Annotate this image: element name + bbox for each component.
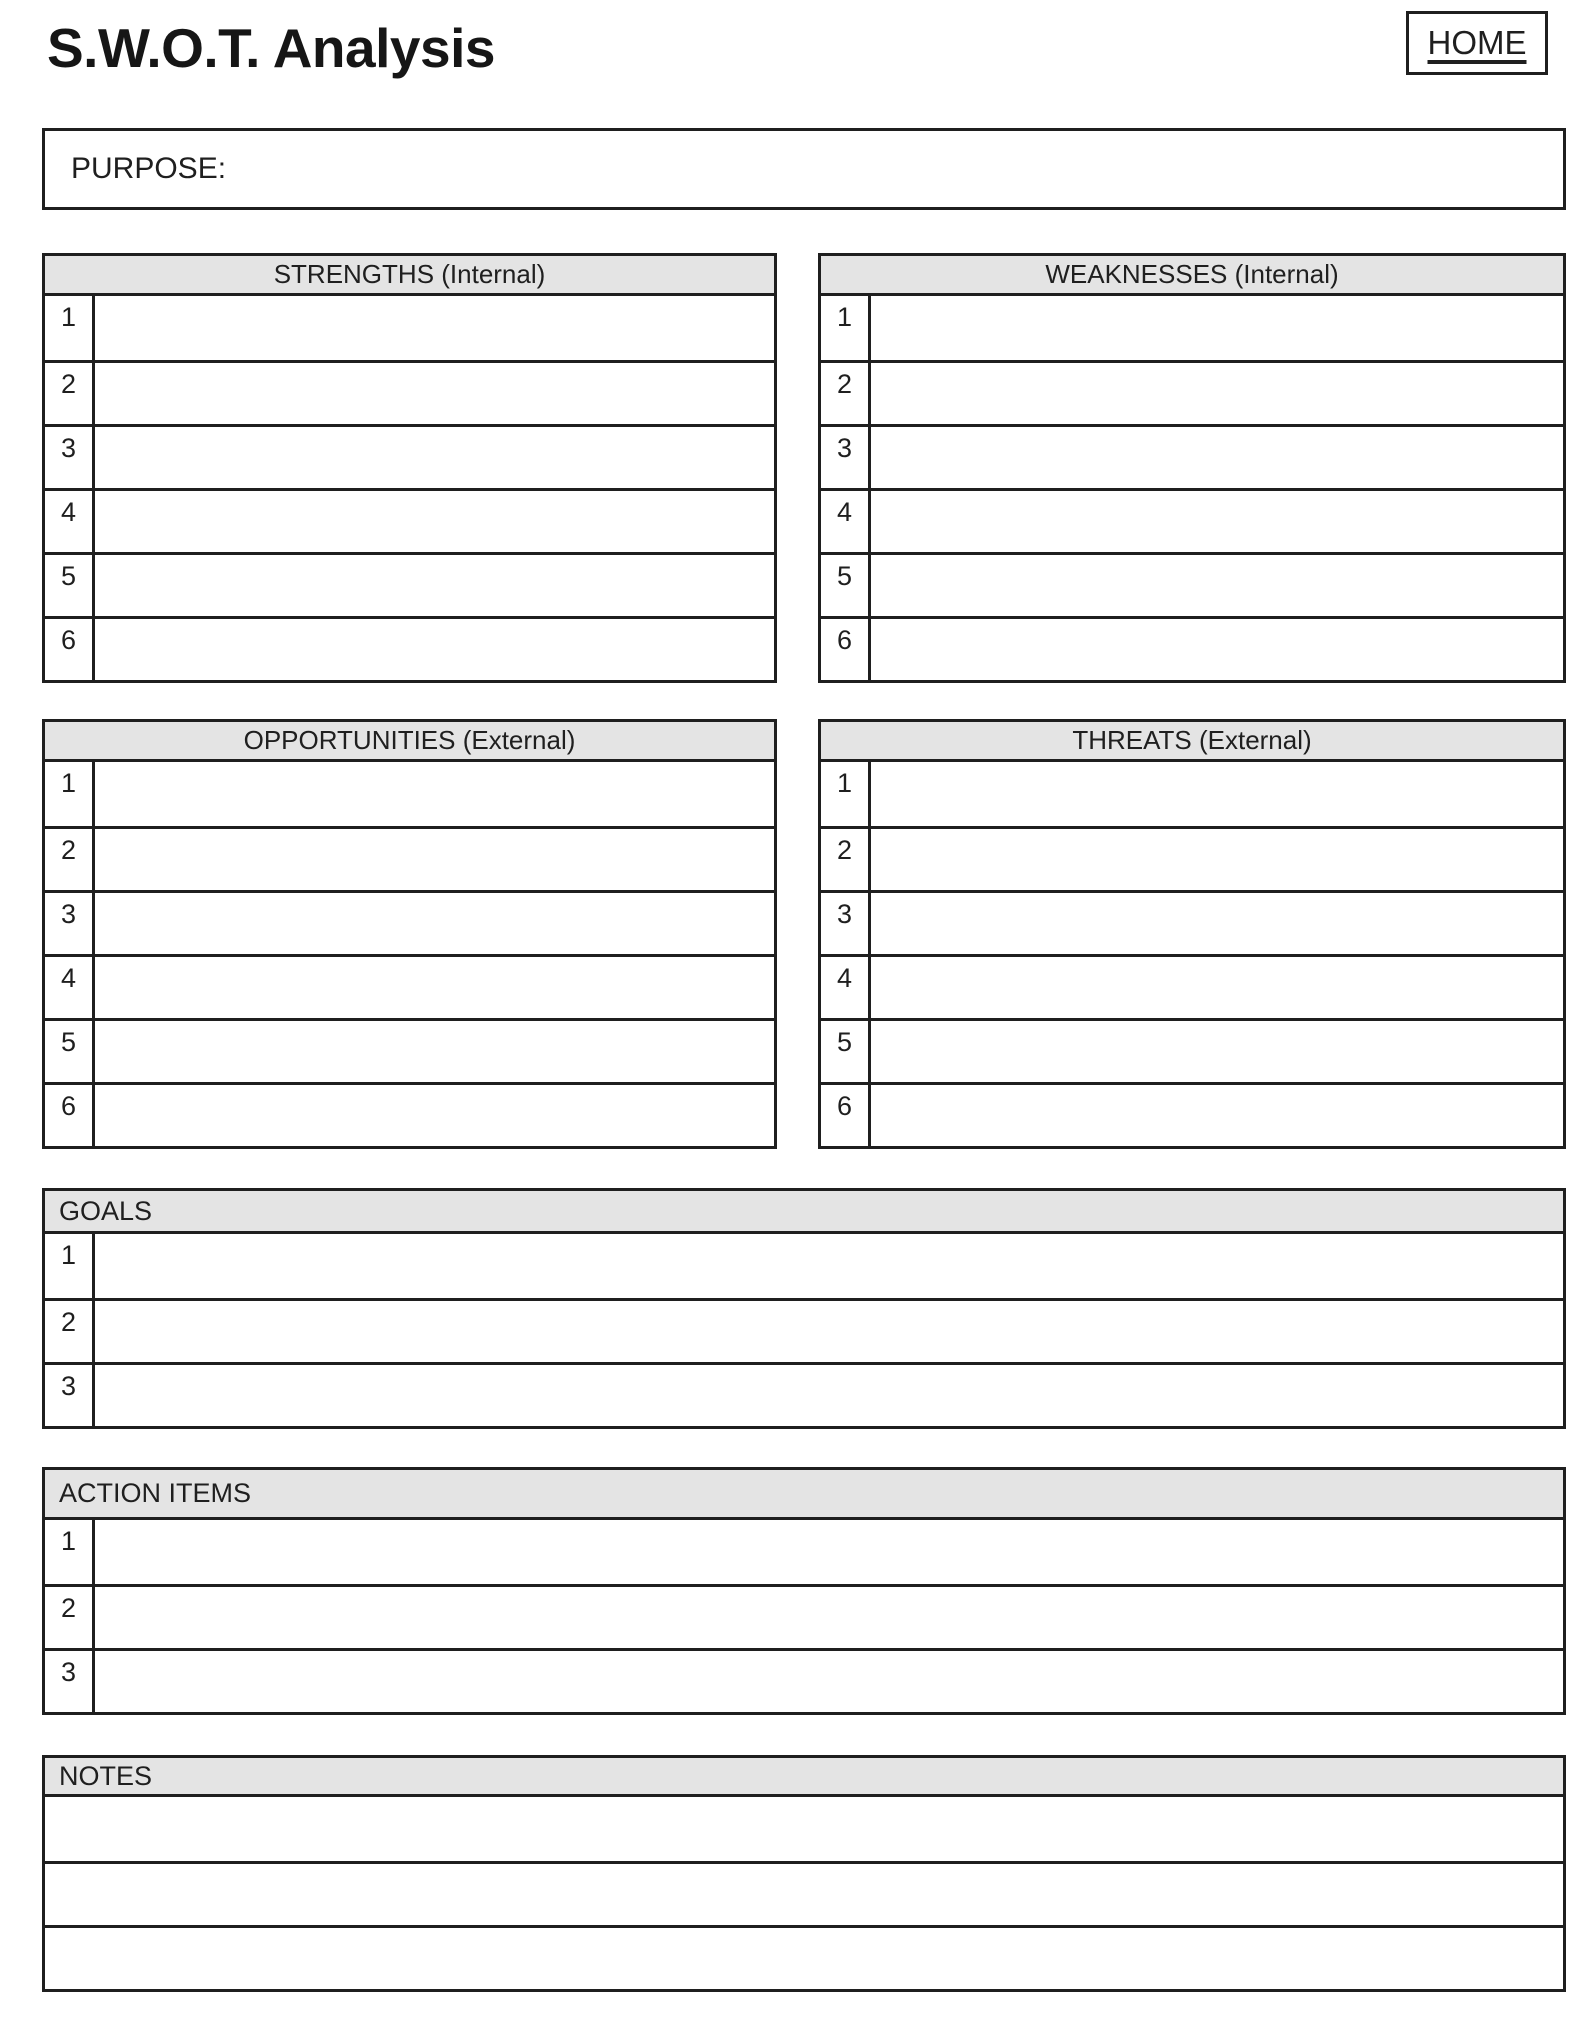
row-number: 3 xyxy=(45,893,95,954)
row-number: 1 xyxy=(45,296,95,360)
row-number: 3 xyxy=(821,893,871,954)
opportunities-row-1-input[interactable] xyxy=(95,762,774,826)
table-row xyxy=(821,424,1563,488)
action-items-header: ACTION ITEMS xyxy=(45,1470,1563,1520)
goals-table xyxy=(42,1188,1566,1429)
table-row xyxy=(45,424,774,488)
table-row xyxy=(821,826,1563,890)
home-button-label: HOME xyxy=(1427,24,1527,61)
opportunities-row-4-input[interactable] xyxy=(95,957,774,1018)
action-items-row-3-input[interactable] xyxy=(95,1651,1563,1712)
table-row xyxy=(45,360,774,424)
threats-row-2-input[interactable] xyxy=(871,829,1563,890)
weaknesses-row-6-input[interactable] xyxy=(871,619,1563,680)
table-row xyxy=(45,1234,1563,1298)
strengths-row-3-input[interactable] xyxy=(95,427,774,488)
table-row xyxy=(45,296,774,360)
opportunities-row-6-input[interactable] xyxy=(95,1085,774,1146)
table-row xyxy=(821,954,1563,1018)
page-title: S.W.O.T. Analysis xyxy=(47,17,495,79)
goals-header: GOALS xyxy=(45,1191,1563,1234)
strengths-table xyxy=(42,253,777,683)
table-row xyxy=(821,296,1563,360)
notes-row-3-input[interactable] xyxy=(45,1925,1563,1989)
threats-header: THREATS (External) xyxy=(821,722,1563,762)
action-items-row-2-input[interactable] xyxy=(95,1587,1563,1648)
table-row xyxy=(45,488,774,552)
row-number: 3 xyxy=(45,1365,95,1426)
table-row xyxy=(45,1362,1563,1426)
table-row xyxy=(45,1018,774,1082)
table-row xyxy=(821,762,1563,826)
action-items-table xyxy=(42,1467,1566,1715)
row-number: 3 xyxy=(45,427,95,488)
table-row xyxy=(821,1018,1563,1082)
row-number: 6 xyxy=(821,1085,871,1146)
table-row xyxy=(45,1298,1563,1362)
purpose-label: PURPOSE: xyxy=(71,152,227,185)
goals-row-1-input[interactable] xyxy=(95,1234,1563,1298)
action-items-row-1-input[interactable] xyxy=(95,1520,1563,1584)
threats-row-1-input[interactable] xyxy=(871,762,1563,826)
notes-row-2-input[interactable] xyxy=(45,1861,1563,1925)
table-row xyxy=(821,1082,1563,1146)
row-number: 1 xyxy=(45,1234,95,1298)
table-row xyxy=(45,1584,1563,1648)
table-row xyxy=(45,826,774,890)
table-row xyxy=(45,954,774,1018)
table-row xyxy=(45,1082,774,1146)
threats-row-3-input[interactable] xyxy=(871,893,1563,954)
weaknesses-row-5-input[interactable] xyxy=(871,555,1563,616)
opportunities-row-5-input[interactable] xyxy=(95,1021,774,1082)
table-row xyxy=(821,360,1563,424)
strengths-header: STRENGTHS (Internal) xyxy=(45,256,774,296)
row-number: 5 xyxy=(45,555,95,616)
row-number: 1 xyxy=(821,762,871,826)
row-number: 6 xyxy=(45,1085,95,1146)
weaknesses-row-1-input[interactable] xyxy=(871,296,1563,360)
purpose-box xyxy=(42,128,1566,210)
strengths-row-2-input[interactable] xyxy=(95,363,774,424)
opportunities-row-3-input[interactable] xyxy=(95,893,774,954)
opportunities-table xyxy=(42,719,777,1149)
weaknesses-row-4-input[interactable] xyxy=(871,491,1563,552)
weaknesses-table xyxy=(818,253,1566,683)
row-number: 3 xyxy=(821,427,871,488)
table-row xyxy=(821,890,1563,954)
table-row xyxy=(821,616,1563,680)
row-number: 1 xyxy=(45,1520,95,1584)
table-row xyxy=(821,552,1563,616)
strengths-row-6-input[interactable] xyxy=(95,619,774,680)
table-row xyxy=(45,616,774,680)
row-number: 6 xyxy=(45,619,95,680)
row-number: 6 xyxy=(821,619,871,680)
weaknesses-header: WEAKNESSES (Internal) xyxy=(821,256,1563,296)
table-row xyxy=(45,1520,1563,1584)
notes-table xyxy=(42,1755,1566,1992)
weaknesses-row-3-input[interactable] xyxy=(871,427,1563,488)
row-number: 4 xyxy=(821,491,871,552)
opportunities-row-2-input[interactable] xyxy=(95,829,774,890)
row-number: 2 xyxy=(45,829,95,890)
threats-row-4-input[interactable] xyxy=(871,957,1563,1018)
strengths-row-4-input[interactable] xyxy=(95,491,774,552)
weaknesses-row-2-input[interactable] xyxy=(871,363,1563,424)
home-button[interactable] xyxy=(1406,11,1548,75)
row-number: 3 xyxy=(45,1651,95,1712)
purpose-input[interactable] xyxy=(226,131,1563,207)
threats-row-6-input[interactable] xyxy=(871,1085,1563,1146)
row-number: 1 xyxy=(821,296,871,360)
row-number: 1 xyxy=(45,762,95,826)
opportunities-header: OPPORTUNITIES (External) xyxy=(45,722,774,762)
row-number: 5 xyxy=(821,1021,871,1082)
row-number: 5 xyxy=(45,1021,95,1082)
notes-row-1-input[interactable] xyxy=(45,1797,1563,1861)
threats-table xyxy=(818,719,1566,1149)
notes-header: NOTES xyxy=(45,1758,1563,1797)
table-row xyxy=(45,552,774,616)
strengths-row-5-input[interactable] xyxy=(95,555,774,616)
table-row xyxy=(821,488,1563,552)
row-number: 4 xyxy=(45,491,95,552)
row-number: 4 xyxy=(45,957,95,1018)
row-number: 4 xyxy=(821,957,871,1018)
row-number: 5 xyxy=(821,555,871,616)
row-number: 2 xyxy=(45,1587,95,1648)
table-row xyxy=(45,762,774,826)
row-number: 2 xyxy=(821,363,871,424)
goals-row-2-input[interactable] xyxy=(95,1301,1563,1362)
goals-row-3-input[interactable] xyxy=(95,1365,1563,1426)
strengths-row-1-input[interactable] xyxy=(95,296,774,360)
threats-row-5-input[interactable] xyxy=(871,1021,1563,1082)
table-row xyxy=(45,1648,1563,1712)
table-row xyxy=(45,890,774,954)
row-number: 2 xyxy=(821,829,871,890)
row-number: 2 xyxy=(45,363,95,424)
row-number: 2 xyxy=(45,1301,95,1362)
